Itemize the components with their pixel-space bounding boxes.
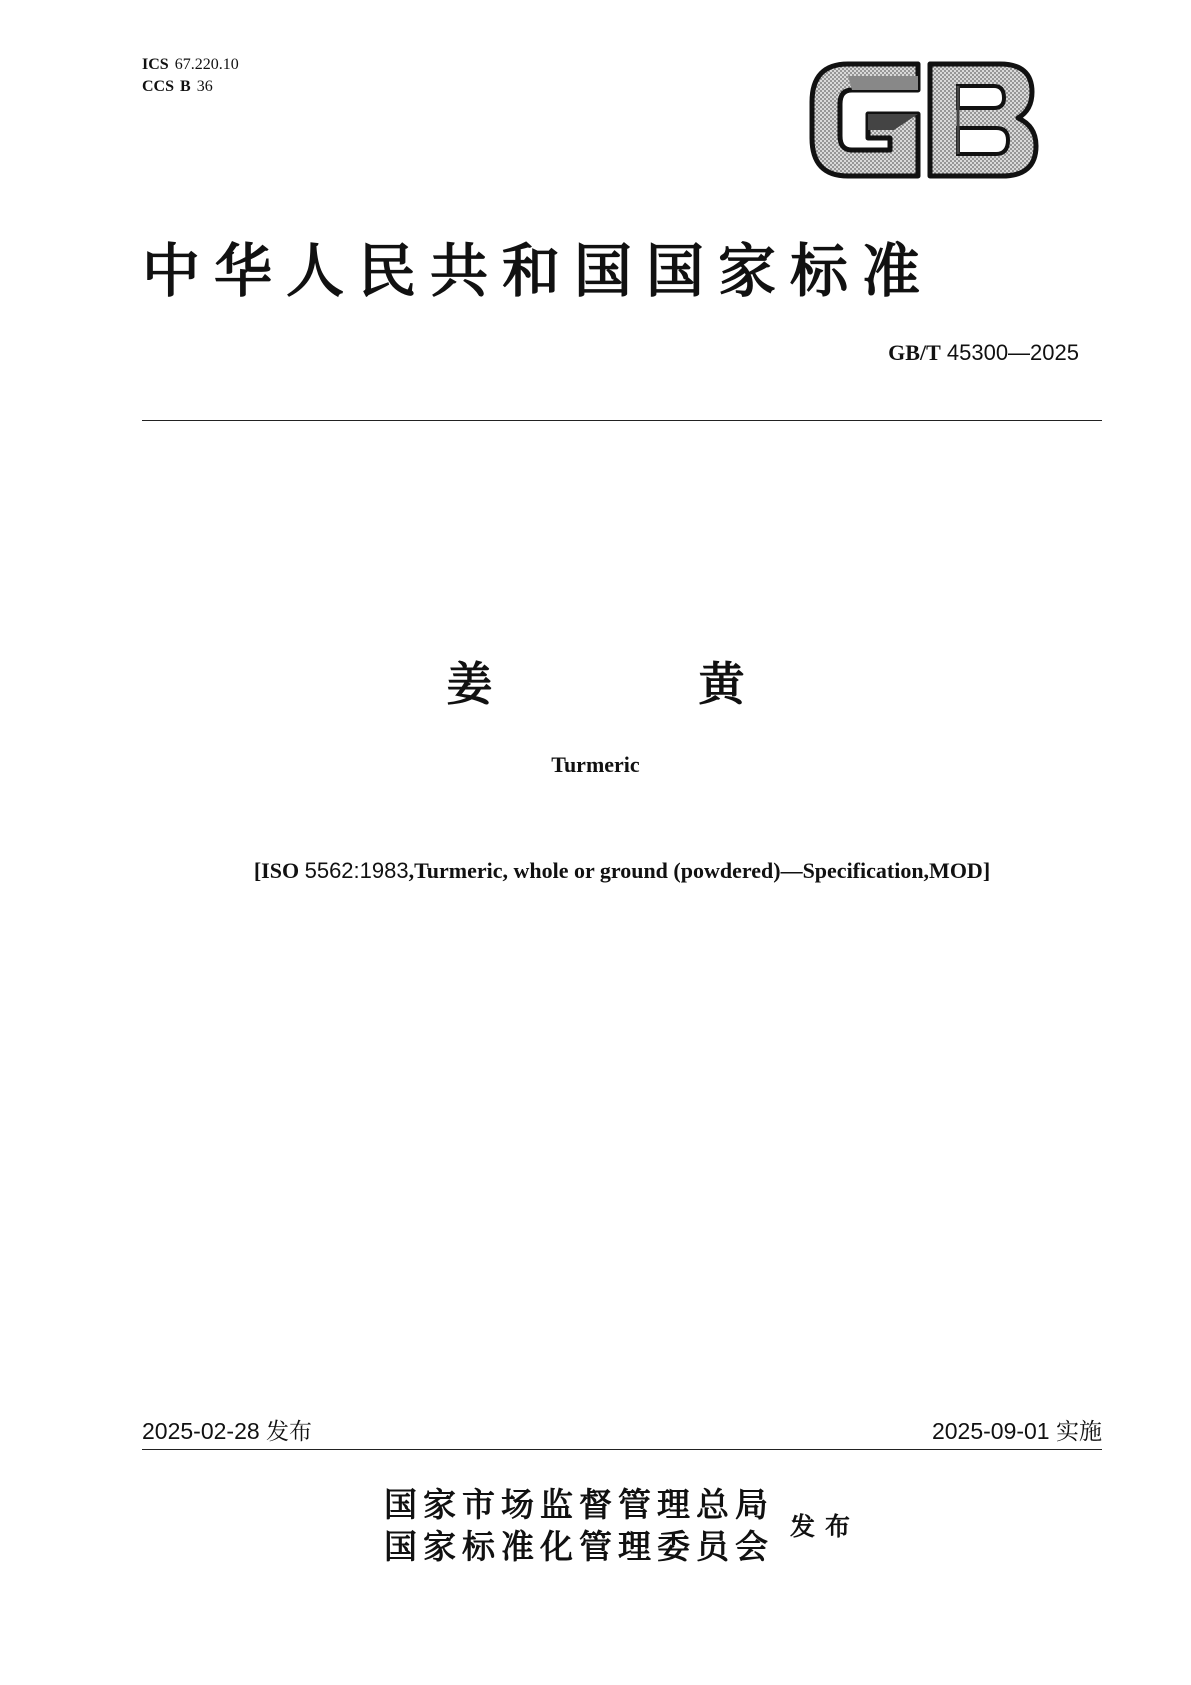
issuing-authorities	[384, 1484, 774, 1568]
iso-number: 5562:1983	[304, 858, 409, 883]
issue-date: 2025-02-28 发布	[142, 1418, 313, 1444]
ccs-number: 36	[196, 78, 213, 95]
iso-description: ,Turmeric, whole or ground (powdered)—Specification,MOD]	[408, 858, 991, 883]
top-divider	[142, 420, 1102, 421]
chinese-title: 姜 黄	[446, 657, 745, 711]
implementation-date: 2025-09-01 实施	[931, 1418, 1102, 1444]
ccs-letter: B	[180, 78, 191, 95]
ics-code: 67.220.10	[174, 56, 239, 73]
standard-code: 45300—2025	[946, 340, 1079, 365]
issuer-sac: 国家标准化管理委员会	[384, 1527, 774, 1566]
ics-label: ICS	[142, 56, 169, 73]
ccs-line	[142, 76, 239, 98]
ccs-label: CCS	[142, 78, 175, 95]
national-standard-title: 中华人民共和国国家标准	[142, 237, 935, 305]
gb-logo-text: GB	[923, 128, 925, 129]
gb-logo-icon	[808, 58, 1040, 182]
ics-line	[142, 54, 239, 76]
issuer-samr: 国家市场监督管理总局	[384, 1485, 774, 1524]
classification-codes	[142, 54, 239, 98]
standard-prefix: GB/T	[888, 340, 941, 365]
iso-prefix: [ISO	[253, 858, 300, 883]
bottom-divider	[142, 1449, 1102, 1450]
publish-label: 发布	[790, 1512, 861, 1541]
english-title: Turmeric	[551, 752, 640, 777]
iso-reference	[142, 858, 1102, 884]
standard-number	[888, 340, 1079, 366]
